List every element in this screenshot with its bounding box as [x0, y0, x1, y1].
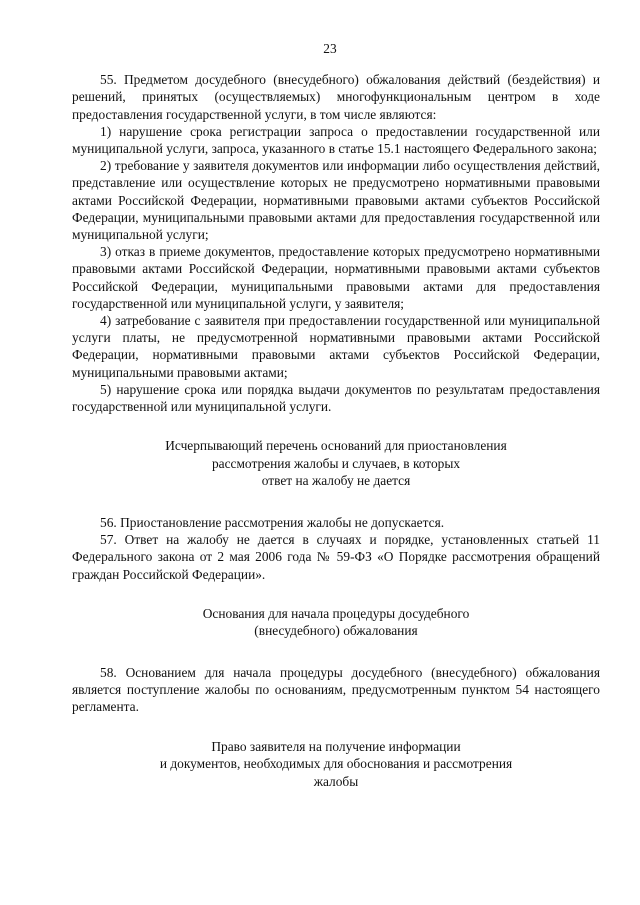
paragraph-55-item-4: 4) затребование с заявителя при предоставлении государственной или муниципальной услуги платы, не предусмотренной нормативными правовыми актами Российской Федерации, нормативными правовыми актами субъектов Российской Федерации, муниципальными правовыми актами; — [72, 313, 600, 380]
paragraph-55-item-1: 1) нарушение срока регистрации запроса о предоставлении государственной или муниципальной услуги, запроса, указанного в статье 15.1 настоящего Федерального закона; — [72, 123, 600, 157]
heading-line: и документов, необходимых для обоснования и рассмотрения — [159, 756, 513, 772]
paragraph-56: 56. Приостановление рассмотрения жалобы не допускается. — [100, 515, 445, 531]
heading-line: Основания для начала процедуры досудебного — [202, 605, 470, 621]
heading-line: Исчерпывающий перечень оснований для приостановления — [165, 438, 507, 454]
page-number: 23 — [323, 41, 337, 56]
paragraph-55-item-2: 2) требование у заявителя документов или информации либо осуществления действий, представление или осуществление которых не предусмотрено нормативными правовыми актами Российской Федерации, нормативными правовыми актами субъектов Российской Федерации, муниципальными правовыми актами для предоставления государственной или муниципальной услуги; — [72, 158, 600, 243]
section-heading-right-to-information — [92, 738, 580, 791]
heading-line: рассмотрения жалобы и случаев, в которых — [211, 455, 461, 471]
section-heading-suspension — [92, 437, 580, 490]
paragraph-55-item-3: 3) отказ в приеме документов, предоставление которых предусмотрено нормативными правовыми актами Российской Федерации, нормативными правовыми актами субъектов Российской Федерации, муниципальными правовыми актами для предоставления государственной или муниципальной услуги, у заявителя; — [72, 244, 600, 311]
heading-line: жалобы — [313, 773, 359, 789]
paragraph-55-intro: 55. Предметом досудебного (внесудебного) обжалования действий (бездействия) и решений, принятых (осуществляемых) многофункциональным центром в ходе предоставления государственной услуги, в том числе являются: — [72, 72, 600, 122]
paragraph-55-item-5: 5) нарушение срока или порядка выдачи документов по результатам предоставления государственной или муниципальной услуги. — [72, 381, 600, 415]
heading-line: (внесудебного) обжалования — [254, 623, 418, 639]
paragraph-57: 57. Ответ на жалобу не дается в случаях и порядке, установленных статьей 11 Федерального закона от 2 мая 2006 года № 59-ФЗ «О Порядке рассмотрения обращений граждан Российской Федерации». — [72, 532, 600, 582]
paragraph-58: 58. Основанием для начала процедуры досудебного (внесудебного) обжалования является поступление жалобы по основаниям, предусмотренным пунктом 54 настоящего регламента. — [72, 665, 600, 715]
heading-line: ответ на жалобу не дается — [261, 473, 411, 489]
heading-line: Право заявителя на получение информации — [211, 738, 461, 754]
section-heading-grounds — [92, 605, 580, 640]
